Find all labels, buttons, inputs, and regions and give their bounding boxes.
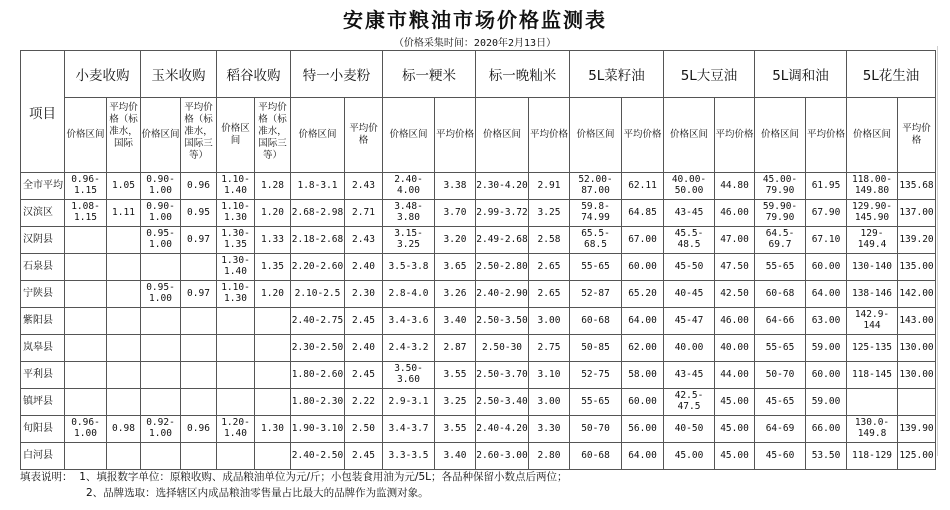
price-range-cell: 129-149.4 <box>847 227 898 254</box>
average-price-cell <box>255 443 291 470</box>
row-region: 平利县 <box>21 362 65 389</box>
price-range-cell: 59.90-79.90 <box>755 200 806 227</box>
price-range-cell <box>65 254 107 281</box>
average-price-cell: 44.00 <box>715 362 755 389</box>
price-range-cell: 2.30-2.50 <box>291 335 345 362</box>
average-price-cell: 1.05 <box>107 173 141 200</box>
price-range-cell: 45-47 <box>664 308 715 335</box>
price-range-cell <box>141 335 181 362</box>
subheader-range: 价格区间 <box>476 98 529 173</box>
price-range-cell <box>65 281 107 308</box>
price-range-cell: 0.96-1.00 <box>65 416 107 443</box>
average-price-cell: 64.00 <box>806 281 847 308</box>
price-range-cell <box>141 362 181 389</box>
average-price-cell <box>181 389 217 416</box>
price-range-cell: 55-65 <box>755 254 806 281</box>
price-range-cell <box>65 308 107 335</box>
price-range-cell: 1.80-2.60 <box>291 362 345 389</box>
average-price-cell: 3.00 <box>529 308 570 335</box>
average-price-cell: 2.58 <box>529 227 570 254</box>
average-price-cell: 3.30 <box>529 416 570 443</box>
row-region: 全市平均 <box>21 173 65 200</box>
average-price-cell: 53.50 <box>806 443 847 470</box>
average-price-cell <box>107 362 141 389</box>
average-price-cell <box>107 335 141 362</box>
header-group: 标一晚籼米 <box>476 51 570 98</box>
row-region: 旬阳县 <box>21 416 65 443</box>
average-price-cell: 2.91 <box>529 173 570 200</box>
price-range-cell: 55-65 <box>570 254 622 281</box>
average-price-cell: 2.71 <box>345 200 383 227</box>
subheader-avg: 平均价格（标准水，国际 <box>107 98 141 173</box>
price-range-cell <box>65 389 107 416</box>
average-price-cell: 130.00 <box>898 362 936 389</box>
price-range-cell: 55-65 <box>755 335 806 362</box>
average-price-cell: 2.43 <box>345 173 383 200</box>
price-range-cell: 129.90-145.90 <box>847 200 898 227</box>
average-price-cell: 137.00 <box>898 200 936 227</box>
average-price-cell: 46.00 <box>715 200 755 227</box>
row-region: 石泉县 <box>21 254 65 281</box>
average-price-cell: 135.68 <box>898 173 936 200</box>
average-price-cell: 67.10 <box>806 227 847 254</box>
price-range-cell: 118-129 <box>847 443 898 470</box>
price-range-cell: 40-45 <box>664 281 715 308</box>
average-price-cell: 62.00 <box>622 335 664 362</box>
price-range-cell: 2.60-3.00 <box>476 443 529 470</box>
price-range-cell: 64-66 <box>755 308 806 335</box>
row-region: 汉滨区 <box>21 200 65 227</box>
price-range-cell: 55-65 <box>570 389 622 416</box>
price-range-cell: 40-50 <box>664 416 715 443</box>
price-range-cell: 52-75 <box>570 362 622 389</box>
price-range-cell <box>217 389 255 416</box>
price-range-cell: 64.5-69.7 <box>755 227 806 254</box>
average-price-cell: 0.96 <box>181 173 217 200</box>
average-price-cell: 45.00 <box>715 443 755 470</box>
average-price-cell <box>107 227 141 254</box>
table-row <box>21 335 936 362</box>
price-range-cell: 3.5-3.8 <box>383 254 435 281</box>
average-price-cell: 67.00 <box>622 227 664 254</box>
row-region: 岚皋县 <box>21 335 65 362</box>
price-range-cell <box>217 308 255 335</box>
price-range-cell: 2.50-30 <box>476 335 529 362</box>
average-price-cell <box>255 362 291 389</box>
notes-line-2: 2、品牌选取：选择辖区内成品粮油零售量占比最大的品牌作为监测对象。 <box>86 487 429 499</box>
price-range-cell: 43-45 <box>664 200 715 227</box>
row-region: 宁陕县 <box>21 281 65 308</box>
price-range-cell: 43-45 <box>664 362 715 389</box>
average-price-cell: 64.85 <box>622 200 664 227</box>
table-row <box>21 308 936 335</box>
average-price-cell: 2.45 <box>345 308 383 335</box>
row-region: 汉阴县 <box>21 227 65 254</box>
average-price-cell: 3.40 <box>435 443 476 470</box>
table-row <box>21 227 936 254</box>
average-price-cell: 59.00 <box>806 389 847 416</box>
date-value: 2020年2月13日 <box>473 38 547 49</box>
notes-label: 填表说明： <box>20 471 73 483</box>
price-range-cell: 142.9-144 <box>847 308 898 335</box>
price-range-cell: 2.40-2.90 <box>476 281 529 308</box>
average-price-cell: 45.00 <box>715 389 755 416</box>
price-range-cell: 1.08-1.15 <box>65 200 107 227</box>
average-price-cell: 56.00 <box>622 416 664 443</box>
average-price-cell: 3.00 <box>529 389 570 416</box>
average-price-cell: 3.70 <box>435 200 476 227</box>
price-range-cell: 3.4-3.6 <box>383 308 435 335</box>
average-price-cell: 0.97 <box>181 281 217 308</box>
subheader-avg: 平均价格 <box>529 98 570 173</box>
average-price-cell: 2.40 <box>345 335 383 362</box>
price-range-cell: 1.20-1.40 <box>217 416 255 443</box>
average-price-cell: 45.00 <box>715 416 755 443</box>
price-range-cell: 3.4-3.7 <box>383 416 435 443</box>
average-price-cell: 2.50 <box>345 416 383 443</box>
average-price-cell: 47.50 <box>715 254 755 281</box>
price-range-cell: 118-145 <box>847 362 898 389</box>
average-price-cell: 2.43 <box>345 227 383 254</box>
price-range-cell: 118.00-149.80 <box>847 173 898 200</box>
average-price-cell: 1.30 <box>255 416 291 443</box>
average-price-cell: 60.00 <box>806 254 847 281</box>
price-range-cell: 2.18-2.68 <box>291 227 345 254</box>
average-price-cell <box>181 254 217 281</box>
average-price-cell: 3.40 <box>435 308 476 335</box>
price-range-cell: 45.5-48.5 <box>664 227 715 254</box>
price-range-cell <box>65 362 107 389</box>
price-range-cell: 2.49-2.68 <box>476 227 529 254</box>
average-price-cell <box>255 308 291 335</box>
price-range-cell: 3.15-3.25 <box>383 227 435 254</box>
average-price-cell <box>255 389 291 416</box>
average-price-cell: 47.00 <box>715 227 755 254</box>
price-range-cell: 45-60 <box>755 443 806 470</box>
average-price-cell: 3.55 <box>435 362 476 389</box>
price-range-cell <box>217 362 255 389</box>
average-price-cell: 139.90 <box>898 416 936 443</box>
average-price-cell: 1.20 <box>255 281 291 308</box>
average-price-cell: 143.00 <box>898 308 936 335</box>
price-range-cell: 3.50-3.60 <box>383 362 435 389</box>
price-range-cell <box>141 308 181 335</box>
average-price-cell: 63.00 <box>806 308 847 335</box>
price-range-cell: 3.48-3.80 <box>383 200 435 227</box>
subheader-range: 价格区间 <box>217 98 255 173</box>
average-price-cell: 66.00 <box>806 416 847 443</box>
subheader-avg: 平均价格 <box>715 98 755 173</box>
price-range-cell: 42.5-47.5 <box>664 389 715 416</box>
price-range-cell: 2.4-3.2 <box>383 335 435 362</box>
table-row <box>21 416 936 443</box>
price-range-cell: 60-68 <box>755 281 806 308</box>
average-price-cell: 3.25 <box>529 200 570 227</box>
notes-line-1: 1、填报数字单位：原粮收购、成品粮油单位为元/斤；小包装食用油为元/5L；各品种保留小数点后两位； <box>79 471 568 483</box>
price-range-cell <box>65 443 107 470</box>
average-price-cell <box>107 389 141 416</box>
price-range-cell <box>141 443 181 470</box>
average-price-cell: 2.22 <box>345 389 383 416</box>
price-range-cell: 2.40-4.20 <box>476 416 529 443</box>
average-price-cell: 3.38 <box>435 173 476 200</box>
price-range-cell: 60-68 <box>570 443 622 470</box>
price-range-cell: 0.96-1.15 <box>65 173 107 200</box>
header-group: 5L大豆油 <box>664 51 755 98</box>
price-range-cell: 52.00-87.00 <box>570 173 622 200</box>
price-range-cell: 2.8-4.0 <box>383 281 435 308</box>
average-price-cell: 65.20 <box>622 281 664 308</box>
price-range-cell: 2.10-2.5 <box>291 281 345 308</box>
price-range-cell <box>217 443 255 470</box>
price-range-cell: 52-87 <box>570 281 622 308</box>
price-range-cell: 2.20-2.60 <box>291 254 345 281</box>
average-price-cell: 3.55 <box>435 416 476 443</box>
price-range-cell: 2.40-4.00 <box>383 173 435 200</box>
price-range-cell: 45-50 <box>664 254 715 281</box>
header-group: 5L调和油 <box>755 51 847 98</box>
price-range-cell: 2.50-2.80 <box>476 254 529 281</box>
average-price-cell: 1.33 <box>255 227 291 254</box>
price-range-cell: 2.40-2.50 <box>291 443 345 470</box>
price-range-cell: 2.40-2.75 <box>291 308 345 335</box>
average-price-cell: 125.00 <box>898 443 936 470</box>
price-range-cell: 50-70 <box>570 416 622 443</box>
price-range-cell: 0.92-1.00 <box>141 416 181 443</box>
subheader-range: 价格区间 <box>383 98 435 173</box>
average-price-cell: 62.11 <box>622 173 664 200</box>
header-group: 5L花生油 <box>847 51 936 98</box>
average-price-cell: 3.65 <box>435 254 476 281</box>
price-range-cell <box>65 335 107 362</box>
subheader-avg: 平均价格（标准水，国际三等） <box>181 98 217 173</box>
price-range-cell: 2.50-3.70 <box>476 362 529 389</box>
header-group: 特一小麦粉 <box>291 51 383 98</box>
average-price-cell <box>107 443 141 470</box>
subheader-range: 价格区间 <box>291 98 345 173</box>
average-price-cell: 139.20 <box>898 227 936 254</box>
average-price-cell: 0.97 <box>181 227 217 254</box>
price-range-cell: 2.68-2.98 <box>291 200 345 227</box>
price-range-cell: 2.30-4.20 <box>476 173 529 200</box>
average-price-cell: 46.00 <box>715 308 755 335</box>
subheader-avg: 平均价格 <box>898 98 936 173</box>
price-range-cell: 3.3-3.5 <box>383 443 435 470</box>
average-price-cell: 3.20 <box>435 227 476 254</box>
price-range-cell: 40.00-50.00 <box>664 173 715 200</box>
average-price-cell: 3.10 <box>529 362 570 389</box>
average-price-cell: 1.28 <box>255 173 291 200</box>
price-range-cell: 130-140 <box>847 254 898 281</box>
price-range-cell: 0.90-1.00 <box>141 200 181 227</box>
average-price-cell: 135.00 <box>898 254 936 281</box>
average-price-cell: 1.20 <box>255 200 291 227</box>
subheader-range: 价格区间 <box>141 98 181 173</box>
subheader-avg: 平均价格 <box>806 98 847 173</box>
price-range-cell: 2.99-3.72 <box>476 200 529 227</box>
average-price-cell: 2.30 <box>345 281 383 308</box>
header-group: 稻谷收购 <box>217 51 291 98</box>
subheader-avg: 平均价格 <box>345 98 383 173</box>
page-title: 安康市粮油市场价格监测表 <box>343 8 607 32</box>
subheader-avg: 平均价格 <box>435 98 476 173</box>
price-range-cell: 65.5-68.5 <box>570 227 622 254</box>
row-region: 紫阳县 <box>21 308 65 335</box>
average-price-cell <box>898 389 936 416</box>
collection-date: （价格采集时间：2020年2月13日） <box>393 38 557 49</box>
average-price-cell: 0.95 <box>181 200 217 227</box>
price-range-cell: 45-65 <box>755 389 806 416</box>
subheader-range: 价格区间 <box>570 98 622 173</box>
table-row <box>21 362 936 389</box>
price-range-cell: 0.95-1.00 <box>141 281 181 308</box>
header-group: 标一粳米 <box>383 51 476 98</box>
average-price-cell: 1.11 <box>107 200 141 227</box>
row-region: 白河县 <box>21 443 65 470</box>
average-price-cell: 58.00 <box>622 362 664 389</box>
subheader-range: 价格区间 <box>847 98 898 173</box>
price-range-cell: 64-69 <box>755 416 806 443</box>
average-price-cell: 40.00 <box>715 335 755 362</box>
average-price-cell: 0.98 <box>107 416 141 443</box>
price-range-cell: 1.10-1.40 <box>217 173 255 200</box>
average-price-cell: 2.87 <box>435 335 476 362</box>
price-range-cell: 59.8-74.99 <box>570 200 622 227</box>
subheader-avg: 平均价格 <box>622 98 664 173</box>
price-range-cell: 125-135 <box>847 335 898 362</box>
average-price-cell: 2.80 <box>529 443 570 470</box>
price-range-cell: 1.10-1.30 <box>217 200 255 227</box>
price-range-cell: 0.90-1.00 <box>141 173 181 200</box>
price-range-cell: 1.8-3.1 <box>291 173 345 200</box>
average-price-cell: 2.65 <box>529 281 570 308</box>
average-price-cell: 61.95 <box>806 173 847 200</box>
header-group: 玉米收购 <box>141 51 217 98</box>
average-price-cell: 60.00 <box>622 389 664 416</box>
price-range-cell: 50-85 <box>570 335 622 362</box>
table-row <box>21 254 936 281</box>
price-table <box>20 50 936 470</box>
subheader-range: 价格区间 <box>65 98 107 173</box>
subheader-range: 价格区间 <box>664 98 715 173</box>
subheader-avg: 平均价格（标准水，国际三等） <box>255 98 291 173</box>
price-range-cell: 60-68 <box>570 308 622 335</box>
average-price-cell <box>255 335 291 362</box>
page-edge-line <box>937 46 938 456</box>
price-range-cell: 1.10-1.30 <box>217 281 255 308</box>
price-range-cell: 1.90-3.10 <box>291 416 345 443</box>
average-price-cell <box>181 335 217 362</box>
price-range-cell: 45.00-79.90 <box>755 173 806 200</box>
average-price-cell <box>181 308 217 335</box>
header-group: 5L菜籽油 <box>570 51 664 98</box>
average-price-cell: 2.75 <box>529 335 570 362</box>
price-range-cell: 40.00 <box>664 335 715 362</box>
average-price-cell: 3.25 <box>435 389 476 416</box>
table-notes <box>20 469 567 501</box>
average-price-cell: 67.90 <box>806 200 847 227</box>
price-range-cell: 1.80-2.30 <box>291 389 345 416</box>
average-price-cell: 2.40 <box>345 254 383 281</box>
subheader-range: 价格区间 <box>755 98 806 173</box>
average-price-cell: 60.00 <box>806 362 847 389</box>
average-price-cell: 64.00 <box>622 443 664 470</box>
average-price-cell: 3.26 <box>435 281 476 308</box>
price-range-cell: 2.9-3.1 <box>383 389 435 416</box>
average-price-cell <box>181 362 217 389</box>
average-price-cell <box>107 308 141 335</box>
price-range-cell: 2.50-3.40 <box>476 389 529 416</box>
average-price-cell: 2.45 <box>345 362 383 389</box>
price-range-cell: 1.30-1.40 <box>217 254 255 281</box>
average-price-cell: 0.96 <box>181 416 217 443</box>
average-price-cell: 2.65 <box>529 254 570 281</box>
price-range-cell <box>217 335 255 362</box>
average-price-cell: 1.35 <box>255 254 291 281</box>
price-range-cell <box>141 254 181 281</box>
price-range-cell <box>847 389 898 416</box>
price-range-cell: 130.0-149.8 <box>847 416 898 443</box>
header-group: 小麦收购 <box>65 51 141 98</box>
price-range-cell: 45.00 <box>664 443 715 470</box>
average-price-cell: 59.00 <box>806 335 847 362</box>
price-range-cell: 0.95-1.00 <box>141 227 181 254</box>
table-row <box>21 443 936 470</box>
header-item: 项目 <box>21 51 65 173</box>
average-price-cell: 44.80 <box>715 173 755 200</box>
price-range-cell <box>141 389 181 416</box>
average-price-cell: 130.00 <box>898 335 936 362</box>
average-price-cell: 64.00 <box>622 308 664 335</box>
average-price-cell: 42.50 <box>715 281 755 308</box>
price-range-cell: 2.50-3.50 <box>476 308 529 335</box>
average-price-cell: 2.45 <box>345 443 383 470</box>
table-row <box>21 173 936 200</box>
date-label: 价格采集时间： <box>403 38 474 49</box>
average-price-cell <box>107 281 141 308</box>
table-row <box>21 281 936 308</box>
price-range-cell: 1.30-1.35 <box>217 227 255 254</box>
average-price-cell <box>107 254 141 281</box>
price-range-cell: 138-146 <box>847 281 898 308</box>
price-range-cell <box>65 227 107 254</box>
average-price-cell: 60.00 <box>622 254 664 281</box>
price-range-cell: 50-70 <box>755 362 806 389</box>
average-price-cell: 142.00 <box>898 281 936 308</box>
row-region: 镇坪县 <box>21 389 65 416</box>
table-row <box>21 200 936 227</box>
table-row <box>21 389 936 416</box>
average-price-cell <box>181 443 217 470</box>
